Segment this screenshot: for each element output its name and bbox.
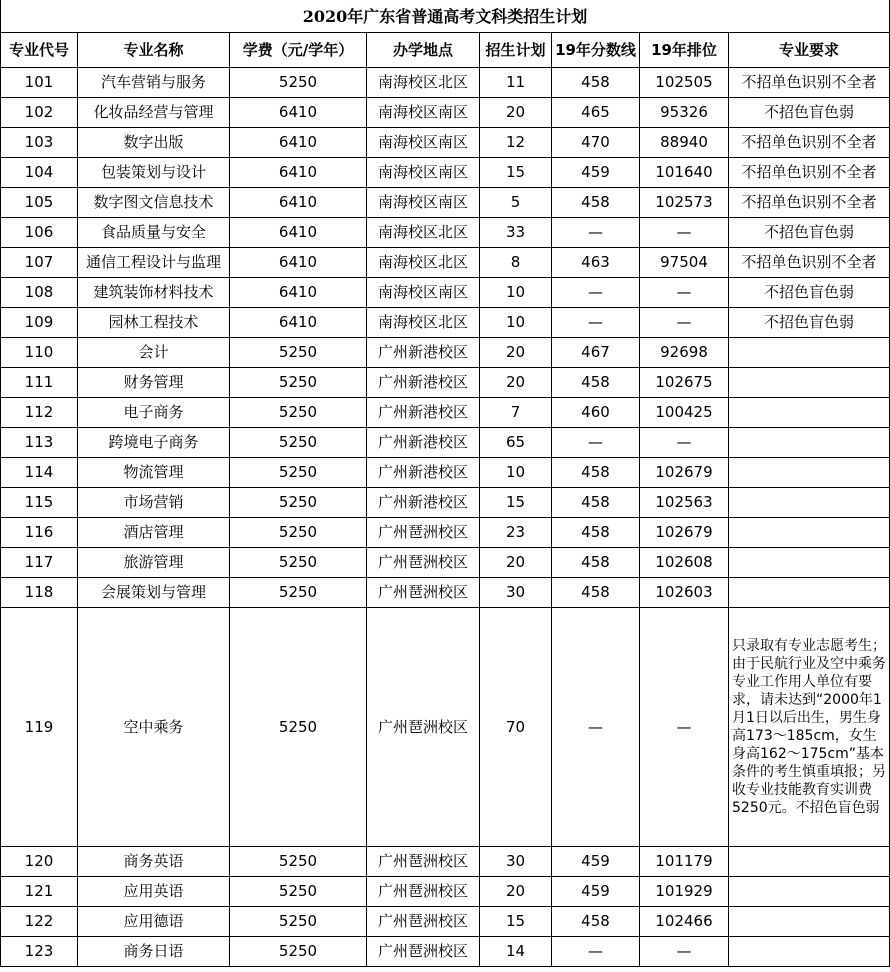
- cell-score-2019: 458: [552, 488, 640, 518]
- table-row: [1, 877, 890, 907]
- cell-major-name: 园林工程技术: [78, 308, 230, 338]
- cell-score-2019: 458: [552, 578, 640, 608]
- table-row: [1, 278, 890, 308]
- cell-campus: 广州琶洲校区: [367, 548, 480, 578]
- cell-major-name: 电子商务: [78, 398, 230, 428]
- cell-tuition: 5250: [230, 488, 367, 518]
- cell-campus: 南海校区北区: [367, 308, 480, 338]
- cell-score-2019: 458: [552, 188, 640, 218]
- table-row: [1, 488, 890, 518]
- cell-requirement: [729, 428, 890, 458]
- cell-major-name: 商务英语: [78, 847, 230, 877]
- cell-plan: 30: [480, 847, 552, 877]
- header-score: 19年分数线: [552, 33, 640, 68]
- cell-campus: 南海校区南区: [367, 278, 480, 308]
- cell-major-name: 会计: [78, 338, 230, 368]
- cell-code: 119: [1, 608, 78, 847]
- cell-plan: 70: [480, 608, 552, 847]
- cell-plan: 20: [480, 338, 552, 368]
- cell-rank-2019: 102679: [640, 518, 729, 548]
- cell-rank-2019: 102675: [640, 368, 729, 398]
- table-row: [1, 128, 890, 158]
- table-row: [1, 937, 890, 967]
- cell-score-2019: 459: [552, 847, 640, 877]
- cell-score-2019: —: [552, 608, 640, 847]
- cell-major-name: 数字图文信息技术: [78, 188, 230, 218]
- cell-score-2019: —: [552, 218, 640, 248]
- cell-tuition: 5250: [230, 608, 367, 847]
- cell-code: 101: [1, 68, 78, 98]
- cell-plan: 20: [480, 877, 552, 907]
- cell-tuition: 6410: [230, 158, 367, 188]
- cell-tuition: 5250: [230, 937, 367, 967]
- cell-plan: 20: [480, 98, 552, 128]
- table-row: [1, 368, 890, 398]
- table-row: [1, 398, 890, 428]
- cell-requirement: 不招单色识别不全者: [729, 128, 890, 158]
- cell-score-2019: 458: [552, 548, 640, 578]
- cell-code: 103: [1, 128, 78, 158]
- table-row: [1, 518, 890, 548]
- header-campus: 办学地点: [367, 33, 480, 68]
- cell-requirement: [729, 578, 890, 608]
- table-row: [1, 158, 890, 188]
- cell-rank-2019: 102505: [640, 68, 729, 98]
- cell-code: 118: [1, 578, 78, 608]
- cell-rank-2019: 95326: [640, 98, 729, 128]
- cell-campus: 南海校区北区: [367, 248, 480, 278]
- cell-campus: 南海校区南区: [367, 128, 480, 158]
- cell-rank-2019: 102573: [640, 188, 729, 218]
- cell-rank-2019: 102563: [640, 488, 729, 518]
- cell-code: 105: [1, 188, 78, 218]
- table-row: [1, 68, 890, 98]
- cell-major-name: 跨境电子商务: [78, 428, 230, 458]
- cell-rank-2019: —: [640, 278, 729, 308]
- cell-code: 112: [1, 398, 78, 428]
- cell-tuition: 6410: [230, 218, 367, 248]
- cell-major-name: 财务管理: [78, 368, 230, 398]
- cell-requirement: [729, 937, 890, 967]
- cell-tuition: 5250: [230, 877, 367, 907]
- cell-plan: 7: [480, 398, 552, 428]
- cell-tuition: 5250: [230, 398, 367, 428]
- cell-score-2019: 467: [552, 338, 640, 368]
- table-row: [1, 308, 890, 338]
- cell-code: 116: [1, 518, 78, 548]
- cell-score-2019: 458: [552, 68, 640, 98]
- cell-plan: 10: [480, 278, 552, 308]
- cell-plan: 20: [480, 548, 552, 578]
- cell-code: 123: [1, 937, 78, 967]
- cell-score-2019: —: [552, 308, 640, 338]
- cell-requirement: [729, 548, 890, 578]
- cell-campus: 广州新港校区: [367, 458, 480, 488]
- cell-plan: 15: [480, 488, 552, 518]
- cell-requirement: 不招色盲色弱: [729, 98, 890, 128]
- cell-campus: 广州琶洲校区: [367, 608, 480, 847]
- cell-plan: 23: [480, 518, 552, 548]
- cell-score-2019: 458: [552, 907, 640, 937]
- cell-code: 114: [1, 458, 78, 488]
- cell-campus: 南海校区南区: [367, 188, 480, 218]
- cell-requirement: 不招单色识别不全者: [729, 188, 890, 218]
- table-row: [1, 907, 890, 937]
- cell-requirement: [729, 847, 890, 877]
- cell-major-name: 建筑装饰材料技术: [78, 278, 230, 308]
- cell-score-2019: —: [552, 428, 640, 458]
- cell-campus: 南海校区北区: [367, 218, 480, 248]
- cell-requirement: 不招色盲色弱: [729, 278, 890, 308]
- cell-rank-2019: —: [640, 937, 729, 967]
- table-row: [1, 847, 890, 877]
- cell-code: 113: [1, 428, 78, 458]
- cell-campus: 广州琶洲校区: [367, 578, 480, 608]
- table-row: [1, 428, 890, 458]
- cell-score-2019: —: [552, 278, 640, 308]
- cell-major-name: 会展策划与管理: [78, 578, 230, 608]
- cell-code: 106: [1, 218, 78, 248]
- header-requirement: 专业要求: [729, 33, 890, 68]
- cell-plan: 14: [480, 937, 552, 967]
- cell-tuition: 6410: [230, 128, 367, 158]
- cell-plan: 10: [480, 308, 552, 338]
- cell-campus: 广州琶洲校区: [367, 877, 480, 907]
- cell-requirement: 只录取有专业志愿考生；由于民航行业及空中乘务专业工作用人单位有要求，请未达到“2000年1月1日以后出生，男生身高173～185cm，女生身高162～175cm”基本条件的考生慎重填报；另收专业技能教育实训费5250元。不招色盲色弱: [729, 608, 890, 847]
- cell-requirement: [729, 398, 890, 428]
- cell-requirement: [729, 877, 890, 907]
- cell-rank-2019: 88940: [640, 128, 729, 158]
- cell-score-2019: 465: [552, 98, 640, 128]
- cell-tuition: 6410: [230, 248, 367, 278]
- cell-code: 102: [1, 98, 78, 128]
- cell-campus: 广州琶洲校区: [367, 907, 480, 937]
- cell-rank-2019: 92698: [640, 338, 729, 368]
- cell-rank-2019: 101640: [640, 158, 729, 188]
- cell-plan: 20: [480, 368, 552, 398]
- cell-rank-2019: 101179: [640, 847, 729, 877]
- cell-rank-2019: —: [640, 608, 729, 847]
- cell-plan: 12: [480, 128, 552, 158]
- cell-rank-2019: 102466: [640, 907, 729, 937]
- cell-major-name: 汽车营销与服务: [78, 68, 230, 98]
- cell-score-2019: 463: [552, 248, 640, 278]
- cell-code: 115: [1, 488, 78, 518]
- cell-requirement: 不招单色识别不全者: [729, 158, 890, 188]
- cell-tuition: 5250: [230, 847, 367, 877]
- cell-requirement: 不招单色识别不全者: [729, 68, 890, 98]
- cell-score-2019: 458: [552, 368, 640, 398]
- cell-code: 111: [1, 368, 78, 398]
- cell-rank-2019: 101929: [640, 877, 729, 907]
- cell-tuition: 6410: [230, 188, 367, 218]
- cell-rank-2019: —: [640, 308, 729, 338]
- cell-requirement: [729, 338, 890, 368]
- cell-tuition: 5250: [230, 68, 367, 98]
- cell-tuition: 5250: [230, 578, 367, 608]
- header-rank: 19年排位: [640, 33, 729, 68]
- cell-score-2019: 459: [552, 158, 640, 188]
- cell-rank-2019: —: [640, 218, 729, 248]
- cell-score-2019: 459: [552, 877, 640, 907]
- header-code: 专业代号: [1, 33, 78, 68]
- cell-campus: 广州新港校区: [367, 488, 480, 518]
- cell-code: 109: [1, 308, 78, 338]
- cell-code: 108: [1, 278, 78, 308]
- cell-tuition: 6410: [230, 308, 367, 338]
- cell-plan: 8: [480, 248, 552, 278]
- table-title-row: [1, 0, 890, 33]
- table-row: [1, 218, 890, 248]
- cell-code: 122: [1, 907, 78, 937]
- cell-rank-2019: 102603: [640, 578, 729, 608]
- header-plan: 招生计划: [480, 33, 552, 68]
- cell-score-2019: —: [552, 937, 640, 967]
- cell-rank-2019: 102608: [640, 548, 729, 578]
- table-row: [1, 578, 890, 608]
- cell-major-name: 应用德语: [78, 907, 230, 937]
- cell-plan: 30: [480, 578, 552, 608]
- cell-rank-2019: 102679: [640, 458, 729, 488]
- cell-requirement: 不招单色识别不全者: [729, 248, 890, 278]
- cell-tuition: 5250: [230, 338, 367, 368]
- cell-plan: 15: [480, 158, 552, 188]
- cell-requirement: [729, 518, 890, 548]
- cell-requirement: 不招色盲色弱: [729, 218, 890, 248]
- cell-campus: 广州新港校区: [367, 428, 480, 458]
- header-fee: 学费（元/学年）: [230, 33, 367, 68]
- cell-requirement: [729, 458, 890, 488]
- cell-tuition: 5250: [230, 518, 367, 548]
- cell-plan: 10: [480, 458, 552, 488]
- cell-major-name: 应用英语: [78, 877, 230, 907]
- table-row: [1, 188, 890, 218]
- cell-tuition: 6410: [230, 278, 367, 308]
- cell-major-name: 酒店管理: [78, 518, 230, 548]
- table-title: 2020年广东省普通高考文科类招生计划: [1, 0, 890, 33]
- table-row: [1, 248, 890, 278]
- table-row: [1, 338, 890, 368]
- cell-major-name: 通信工程设计与监理: [78, 248, 230, 278]
- cell-requirement: 不招色盲色弱: [729, 308, 890, 338]
- cell-tuition: 5250: [230, 368, 367, 398]
- cell-major-name: 包装策划与设计: [78, 158, 230, 188]
- cell-campus: 广州琶洲校区: [367, 518, 480, 548]
- cell-plan: 15: [480, 907, 552, 937]
- table-row: [1, 458, 890, 488]
- cell-code: 121: [1, 877, 78, 907]
- cell-plan: 5: [480, 188, 552, 218]
- cell-score-2019: 458: [552, 518, 640, 548]
- cell-major-name: 空中乘务: [78, 608, 230, 847]
- cell-campus: 广州新港校区: [367, 398, 480, 428]
- cell-plan: 11: [480, 68, 552, 98]
- cell-tuition: 5250: [230, 428, 367, 458]
- cell-tuition: 5250: [230, 907, 367, 937]
- header-name: 专业名称: [78, 33, 230, 68]
- cell-campus: 南海校区北区: [367, 68, 480, 98]
- cell-score-2019: 470: [552, 128, 640, 158]
- cell-plan: 33: [480, 218, 552, 248]
- cell-major-name: 数字出版: [78, 128, 230, 158]
- cell-major-name: 旅游管理: [78, 548, 230, 578]
- cell-tuition: 5250: [230, 458, 367, 488]
- cell-code: 107: [1, 248, 78, 278]
- cell-campus: 广州琶洲校区: [367, 847, 480, 877]
- cell-campus: 广州琶洲校区: [367, 937, 480, 967]
- cell-major-name: 食品质量与安全: [78, 218, 230, 248]
- cell-major-name: 化妆品经营与管理: [78, 98, 230, 128]
- cell-campus: 广州新港校区: [367, 368, 480, 398]
- cell-rank-2019: 100425: [640, 398, 729, 428]
- cell-rank-2019: 97504: [640, 248, 729, 278]
- table-row: [1, 548, 890, 578]
- table-row: [1, 98, 890, 128]
- cell-plan: 65: [480, 428, 552, 458]
- cell-requirement: [729, 368, 890, 398]
- cell-tuition: 5250: [230, 548, 367, 578]
- cell-campus: 南海校区南区: [367, 98, 480, 128]
- cell-score-2019: 458: [552, 458, 640, 488]
- cell-tuition: 6410: [230, 98, 367, 128]
- table-row: [1, 608, 890, 847]
- cell-requirement: [729, 488, 890, 518]
- cell-major-name: 市场营销: [78, 488, 230, 518]
- cell-code: 104: [1, 158, 78, 188]
- cell-rank-2019: —: [640, 428, 729, 458]
- cell-campus: 南海校区南区: [367, 158, 480, 188]
- cell-requirement: [729, 907, 890, 937]
- table-header-row: [1, 33, 890, 68]
- cell-code: 120: [1, 847, 78, 877]
- cell-code: 110: [1, 338, 78, 368]
- cell-score-2019: 460: [552, 398, 640, 428]
- cell-campus: 广州新港校区: [367, 338, 480, 368]
- cell-major-name: 物流管理: [78, 458, 230, 488]
- cell-major-name: 商务日语: [78, 937, 230, 967]
- cell-code: 117: [1, 548, 78, 578]
